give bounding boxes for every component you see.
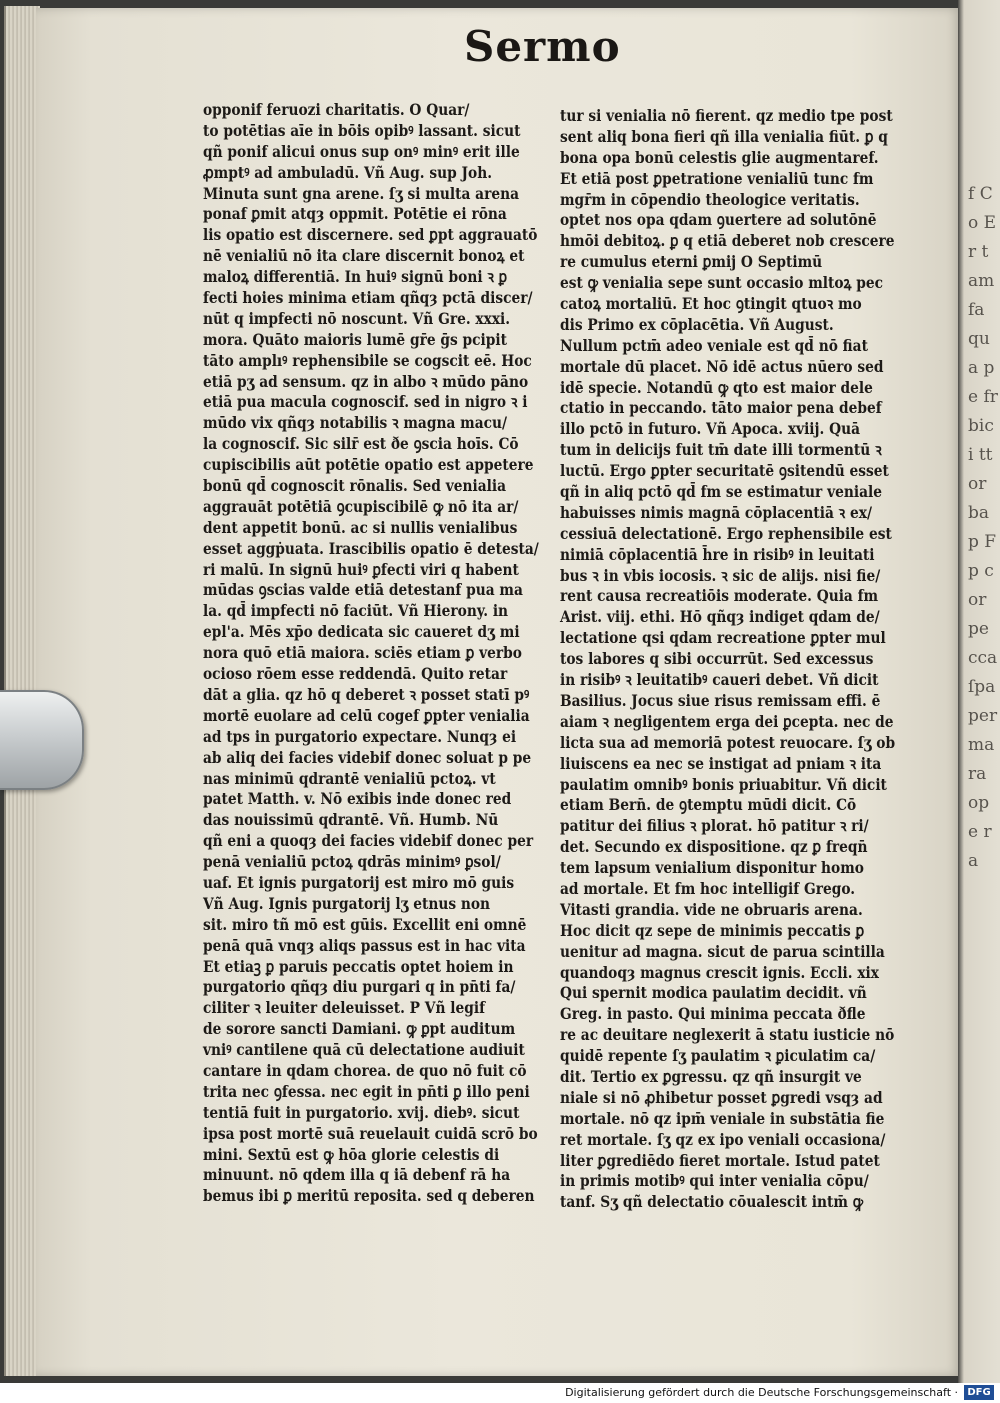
text-line: bus ꝛ in vbis iocosis. ꝛ sic de alijs. nisi fie/ xyxy=(560,565,881,585)
running-head: Sermo xyxy=(464,22,621,71)
text-line: Basilius. Jocus siue risus remissam effi. ē xyxy=(560,690,881,710)
text-line: nas minimū qdrantē venialiū pctoꝝ. vt xyxy=(203,768,496,788)
text-line: Arist. viij. ethi. Hō qñqȝ indiget qdam de/ xyxy=(560,607,880,627)
text-line: ciliter ꝛ leuiter deleuisset. P Vñ legif xyxy=(203,998,486,1018)
adjacent-page-strip xyxy=(958,0,1000,1383)
text-line: lis opatio est discernere. sed ꝑpt aggrauatō xyxy=(203,225,538,245)
text-line: etiam Bern̄. de ꝯtemptu mūdi dicit. Cō xyxy=(560,795,857,815)
text-line: vniꝰ cantilene quā cū delectatione audiuit xyxy=(203,1040,525,1060)
text-line: bonū qd̄ cognoscit rōnalis. Sed venialia xyxy=(203,476,506,496)
text-line: quandoqȝ magnus crescit ignis. Eccli. xix xyxy=(560,962,879,982)
text-line: re cumulus eterni ꝑmij O Septimū xyxy=(560,252,823,272)
text-line: mūdas ꝯscias valde etiā detestanf pua ma xyxy=(203,580,523,600)
text-line: mortē euolare ad celū cogef ꝑpter venialia xyxy=(203,705,530,725)
text-line: Greg. in pasto. Qui minima peccata ðfle xyxy=(560,1004,866,1024)
text-line: est ꝙ venialia sepe sunt occasio mltoꝝ pec xyxy=(560,273,884,293)
text-line: Et etiā post ꝑpetratione venialiū tunc fm xyxy=(560,168,874,188)
text-line: Hoc dicit qz sepe de minimis peccatis ꝑ xyxy=(560,920,865,940)
text-line: uenitur ad magna. sicut de parua scintilla xyxy=(560,941,885,961)
text-line: esset aggṗuata. Irascibilis opatio ē detesta/ xyxy=(203,538,539,558)
dfg-logo: DFG xyxy=(964,1385,994,1400)
text-line: etiā pua macula cognoscif. sed in nigro ꝛ i xyxy=(203,392,528,412)
text-line: catoꝝ mortaliū. Et hoc ꝯtingit qtuoꝛ mo xyxy=(560,294,862,314)
text-line: Nullum pctm̄ adeo veniale est qd̄ nō fiat xyxy=(560,335,868,355)
footer-credit-text: Digitalisierung gefördert durch die Deutsche Forschungsgemeinschaft · xyxy=(565,1386,958,1399)
text-line: quidē repente ſʒ paulatim ꝛ ꝑiculatim ca/ xyxy=(560,1046,876,1066)
text-line: fecti hoies minima etiam qñqȝ pctā discer/ xyxy=(203,288,533,308)
text-line: maloꝝ differentiā. In huiꝰ signū boni ꝛ ꝑ xyxy=(203,267,508,287)
text-line: tur si venialia nō fierent. qz medio tpe post xyxy=(560,106,893,125)
text-line: la. qd̄ impfecti nō faciūt. Vñ Hierony. in xyxy=(203,601,509,621)
text-line: tos labores q sibi occurrūt. Sed excessus xyxy=(560,649,874,669)
text-line: sent aliq bona fieri qñ illa venialia fiūt. ꝑ q xyxy=(560,126,888,146)
page-clip xyxy=(0,690,84,790)
text-line: dāt a glia. qz hō q deberet ꝛ posset statī pꝰ xyxy=(203,684,530,704)
left-text-column xyxy=(203,100,539,1207)
text-line: re ac deuitare neglexerit ā statu iusticie nō xyxy=(560,1025,895,1045)
text-line: rent causa recreatiōis moderate. Quia fm xyxy=(560,586,879,606)
text-line: mgr̄m in cōpendio theologice veritatis. xyxy=(560,189,860,209)
text-line: sit. miro tñ mō est gūis. Excellit eni omnē xyxy=(203,914,527,934)
text-line: opponif feruozi charitatis. O Quar/ xyxy=(203,100,470,119)
text-line: ꝓmptꝰ ad ambuladū. Vñ Aug. sup Joh. xyxy=(203,162,493,182)
text-line: lectatione qsi qdam recreatione ꝑpter mul xyxy=(560,628,886,648)
text-line: in risibꝰ ꝛ leuitatibꝰ caueri debet. Vñ dicit xyxy=(560,670,879,690)
text-line: qñ in aliq pctō qd̄ fm se estimatur veniale xyxy=(560,482,882,502)
text-line: nūt q impfecti nō noscunt. Vñ Gre. xxxi. xyxy=(203,308,511,328)
text-line: patet Matth. v. Nō exibis inde donec red xyxy=(203,789,512,809)
text-line: dit. Tertio ex ꝑgressu. qz qñ insurgit ve xyxy=(560,1066,862,1086)
text-line: ipsa post mortē suā reuelauit cuidā scrō bo xyxy=(203,1123,538,1143)
text-line: cupiscibilis aūt potētie opatio est appetere xyxy=(203,455,534,475)
text-line: in primis motibꝰ qui inter venialia cōpu/ xyxy=(560,1171,869,1191)
text-line: tentiā fuit in purgatorio. xvij. diebꝰ. sicut xyxy=(203,1102,520,1122)
text-line: ctatio in peccando. tāto maior pena debef xyxy=(560,398,882,418)
text-line: mortale. nō qz ipm̄ veniale in substātia fie xyxy=(560,1108,885,1128)
text-line: mora. Quāto maioris lumē gr̄e ḡs pcipit xyxy=(203,329,507,349)
text-line: dent appetit bonū. ac si nullis venialibus xyxy=(203,517,518,537)
text-line: hmōi debitoꝝ. ꝑ q etiā deberet nob crescere xyxy=(560,231,895,251)
text-line: Minuta sunt gna arene. ſʒ si multa arena xyxy=(203,183,520,203)
text-line: mūdo vix qñqȝ notabilis ꝛ magna macu/ xyxy=(203,413,508,433)
text-line: licta sua ad memoriā potest reuocare. ſʒ ob xyxy=(560,732,896,752)
text-line: liuiscens ea nec se instigat ad pniam ꝛ ita xyxy=(560,753,882,773)
text-line: trita nec ꝯfessa. nec egit in pn̄ti ꝑ illo peni xyxy=(203,1081,530,1101)
text-line: paulatim omnibꝰ bonis priuabitur. Vñ dicit xyxy=(560,774,887,794)
text-line: illo pctō in futuro. Vñ Apoca. xviij. Quā xyxy=(560,419,860,439)
text-line: mini. Sextū est ꝙ hōa glorie celestis di xyxy=(203,1144,500,1164)
text-line: qñ ponif alicui onus sup onꝰ minꝰ erit ille xyxy=(203,141,520,161)
text-line: qñ eni a quoqȝ dei facies videbif donec per xyxy=(203,831,534,851)
text-line: bemus ibi ꝑ meritū reposita. sed q deberen xyxy=(203,1186,535,1206)
text-line: Et etiaꝫ ꝑ paruis peccatis optet hoiem in xyxy=(203,956,514,976)
text-line: idē specie. Notandū ꝙ qto est maior dele xyxy=(560,377,873,397)
text-line: purgatorio qñqȝ diu purgari q in pn̄ti fa/ xyxy=(203,977,516,997)
text-line: nora quō etiā maiora. sciēs etiam ꝑ verbo xyxy=(203,643,522,663)
text-line: ret mortale. ſʒ qz ex ipo veniali occasiona/ xyxy=(560,1129,886,1149)
text-line: dis Primo ex cōplacētia. Vñ August. xyxy=(560,314,834,334)
text-line: ponaf ꝑmit atqȝ oppmit. Potētie ei rōna xyxy=(203,204,507,224)
text-line: nē venialiū nō ita clare discernit bonoꝝ et xyxy=(203,246,525,266)
text-line: niale si nō ꝓhibetur posset ꝑgredi vsqȝ ad xyxy=(560,1087,883,1107)
text-line: habuisses nimis magnā cōplacentiā ꝛ ex/ xyxy=(560,502,872,522)
digitization-footer xyxy=(0,1383,1000,1403)
text-line: liter ꝑgrediēdo fieret mortale. Istud patet xyxy=(560,1150,880,1170)
text-line: cantare in qdam chorea. de quo nō fuit cō xyxy=(203,1060,527,1080)
text-line: minuunt. nō qdem illa q iā debenf rā ha xyxy=(203,1165,511,1185)
text-line: mortale dū placet. Nō idē actus nūero sed xyxy=(560,356,884,376)
text-line: ocioso rōem esse reddendā. Quito retar xyxy=(203,664,508,684)
text-line: patitur dei filius ꝛ plorat. hō patitur ꝛ ri/ xyxy=(560,816,869,836)
text-line: de sorore sancti Damiani. ꝙ ꝑpt auditum xyxy=(203,1019,516,1039)
text-line: tum in delicijs fuit tm̄ date illi tormentū ꝛ xyxy=(560,440,882,460)
text-line: tanf. Sʒ qñ delectatio cōualescit intm̄ ꝙ xyxy=(560,1192,864,1212)
text-line: nimiā cōplacentiā h̄re in risibꝰ in leuitati xyxy=(560,544,875,564)
text-line: luctū. Ergo ꝑpter securitatē ꝯsitendū esset xyxy=(560,461,889,481)
text-line: tem lapsum venialium disponitur homo xyxy=(560,858,864,878)
text-line: Vñ Aug. Ignis purgatorij lʒ etnus non xyxy=(203,893,491,913)
text-line: to potētias aīe in bōis opibꝰ lassant. sicut xyxy=(203,120,521,140)
text-line: optet nos opa qdam ꝯuertere ad solutōnē xyxy=(560,210,877,230)
text-line: Qui spernit modica paulatim decidit. vñ xyxy=(560,983,867,1003)
text-line: epl'a. Mēs xp̄o dedicata sic caueret dʒ mi xyxy=(203,622,520,642)
text-line: ad mortale. Et fm hoc intelligif Grego. xyxy=(560,878,856,898)
text-line: ri malū. In signū huiꝰ ꝑfecti viri q habent xyxy=(203,559,519,579)
text-line: cessiuā delectationē. Ergo rephensibile est xyxy=(560,523,892,543)
text-line: penā venialiū pctoꝝ qdrās minimꝰ ꝑsol/ xyxy=(203,852,501,872)
text-line: etiā pʒ ad sensum. qz in albo ꝛ mūdo pāno xyxy=(203,371,529,391)
right-text-column xyxy=(560,106,896,1213)
text-line: uaf. Et ignis purgatorij est miro mō guis xyxy=(203,872,515,892)
text-line: das nouissimū qdrantē. Vñ. Humb. Nū xyxy=(203,810,499,830)
text-line: Vitasti grandia. vide ne obruaris arena. xyxy=(560,899,863,919)
text-line: det. Secundo ex dispositione. qz ꝑ freqn̄ xyxy=(560,837,868,857)
text-line: penā quā vnqȝ aliqs passus est in hac vita xyxy=(203,935,526,955)
text-line: ad tps in purgatorio expectare. Nunqȝ ei xyxy=(203,726,517,746)
text-line: ab aliq dei facies videbif donec soluat p pe xyxy=(203,747,532,767)
adjacent-page-text: f Co Er tam fa qua pe fr bici ttor bap Fp cor pecca ſpa per mara ope ra xyxy=(968,184,998,871)
text-line: aggrauāt potētiā ꝯcupiscibilē ꝙ nō ita ar/ xyxy=(203,496,519,516)
text-line: aiam ꝛ negligentem erga dei ꝑcepta. nec de xyxy=(560,711,894,731)
text-line: la cognoscif. Sic silr̄ est ðe ꝯscia hoīs. Cō xyxy=(203,434,519,454)
text-line: bona opa bonū celestis glie augmentaref. xyxy=(560,147,879,167)
text-line: tāto amplıꝰ rephensibile se cogscit eē. Hoc xyxy=(203,350,532,370)
